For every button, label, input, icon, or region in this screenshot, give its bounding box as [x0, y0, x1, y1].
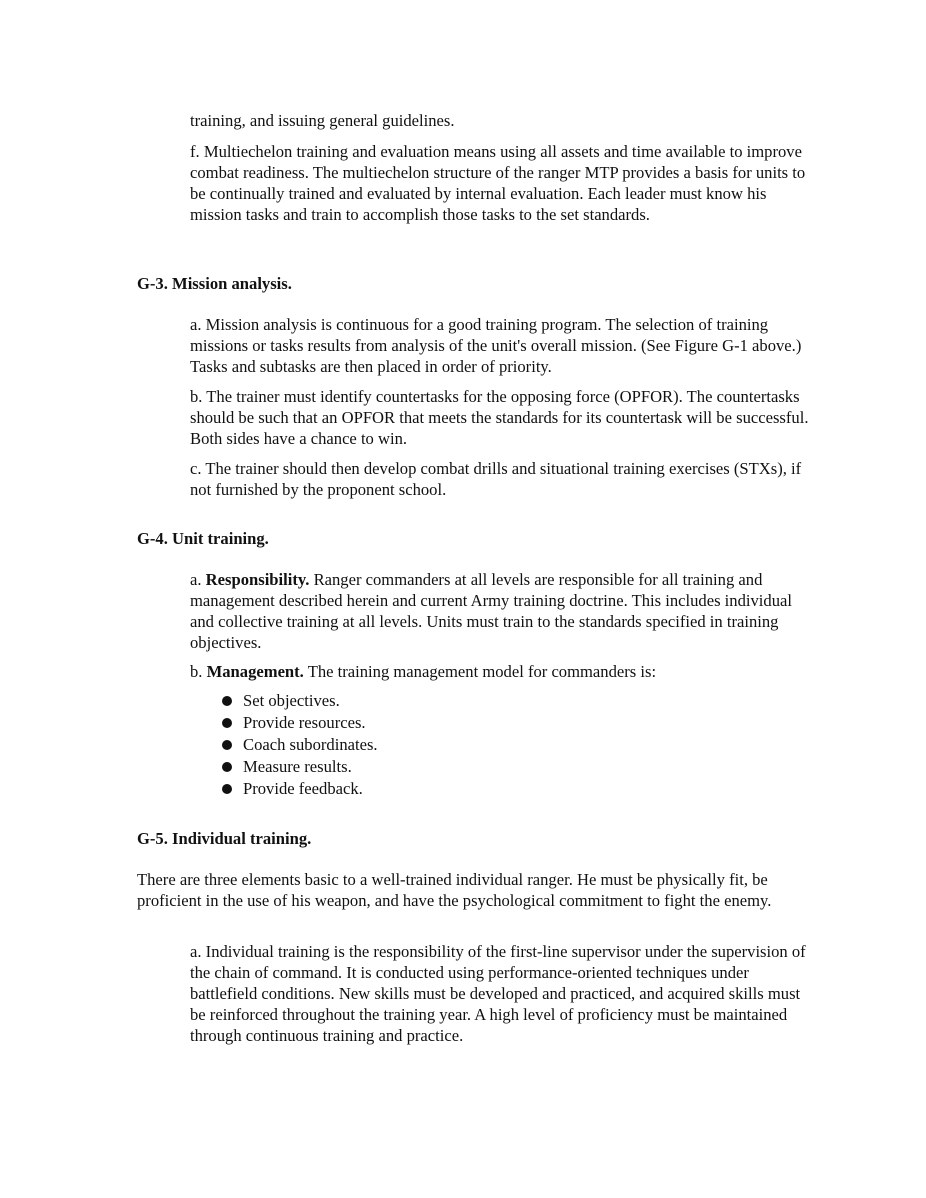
- bullet-icon: [222, 718, 232, 728]
- paragraph-f: f. Multiechelon training and evaluation means using all assets and time available to improve combat readiness. The multiechelon structure of the ranger MTP provides a basis for units to be continually trained and evaluated by internal evaluation. Each leader must know his mission tasks and train to accomplish those tasks to the set standards.: [190, 142, 806, 224]
- section-heading-g5: G-5. Individual training.: [137, 829, 312, 848]
- list-item-text: Set objectives.: [243, 691, 340, 710]
- list-item-text: Coach subordinates.: [243, 735, 378, 754]
- paragraph-g5-intro: There are three elements basic to a well-trained individual ranger. He must be physically fit, be proficient in the use of his weapon, and have the psychological commitment to fight the enemy.: [137, 870, 772, 910]
- paragraph-g4-b-text: The training management model for commanders is:: [303, 662, 657, 681]
- list-item: [218, 756, 378, 778]
- list-item-text: Measure results.: [243, 757, 352, 776]
- paragraph-g4-b: [190, 661, 810, 682]
- section-heading-g3: G-3. Mission analysis.: [137, 274, 292, 293]
- bullet-icon: [222, 740, 232, 750]
- paragraph-g4-a: [190, 569, 810, 653]
- bullet-icon: [222, 696, 232, 706]
- bullet-icon: [222, 762, 232, 772]
- term-management: Management.: [206, 662, 304, 681]
- paragraph-g5-a: a. Individual training is the responsibility of the first-line supervisor under the supervision of the chain of command. It is conducted using performance-oriented techniques under battlefield conditions. New skills must be developed and practiced, and acquired skills must be reinforced throughout the training year. A high level of proficiency must be maintained through continuous training and practice.: [190, 942, 806, 1045]
- list-item-text: Provide feedback.: [243, 779, 363, 798]
- paragraph-g3-c: c. The trainer should then develop combat drills and situational training exercises (STXs), if not furnished by the proponent school.: [190, 459, 802, 499]
- list-item: [218, 778, 378, 800]
- list-item: [218, 690, 378, 712]
- paragraph-g4-a-text: Ranger commanders at all levels are responsible for all training and management described herein and current Army training doctrine. This includes individual and collective training at all levels. Units must train to the standards specified in training objectives.: [190, 570, 792, 652]
- management-model-list: [218, 690, 378, 800]
- list-item: [218, 734, 378, 756]
- bullet-icon: [222, 784, 232, 794]
- paragraph-g3-a: a. Mission analysis is continuous for a good training program. The selection of training missions or tasks results from analysis of the unit's overall mission. (See Figure G-1 above.) Tasks and subtasks are then placed in order of priority.: [190, 315, 802, 376]
- paragraph-continuation: training, and issuing general guidelines.: [190, 111, 455, 130]
- paragraph-g3-b: b. The trainer must identify countertasks for the opposing force (OPFOR). The countertasks should be such that an OPFOR that meets the standards for its countertask will be successful. Both sides have a chance to win.: [190, 387, 809, 448]
- term-responsibility: Responsibility.: [205, 570, 310, 589]
- list-item-text: Provide resources.: [243, 713, 366, 732]
- paragraph-g4-b-prefix: b.: [190, 662, 207, 681]
- paragraph-g4-a-prefix: a.: [190, 570, 206, 589]
- list-item: [218, 712, 378, 734]
- section-heading-g4: G-4. Unit training.: [137, 529, 269, 548]
